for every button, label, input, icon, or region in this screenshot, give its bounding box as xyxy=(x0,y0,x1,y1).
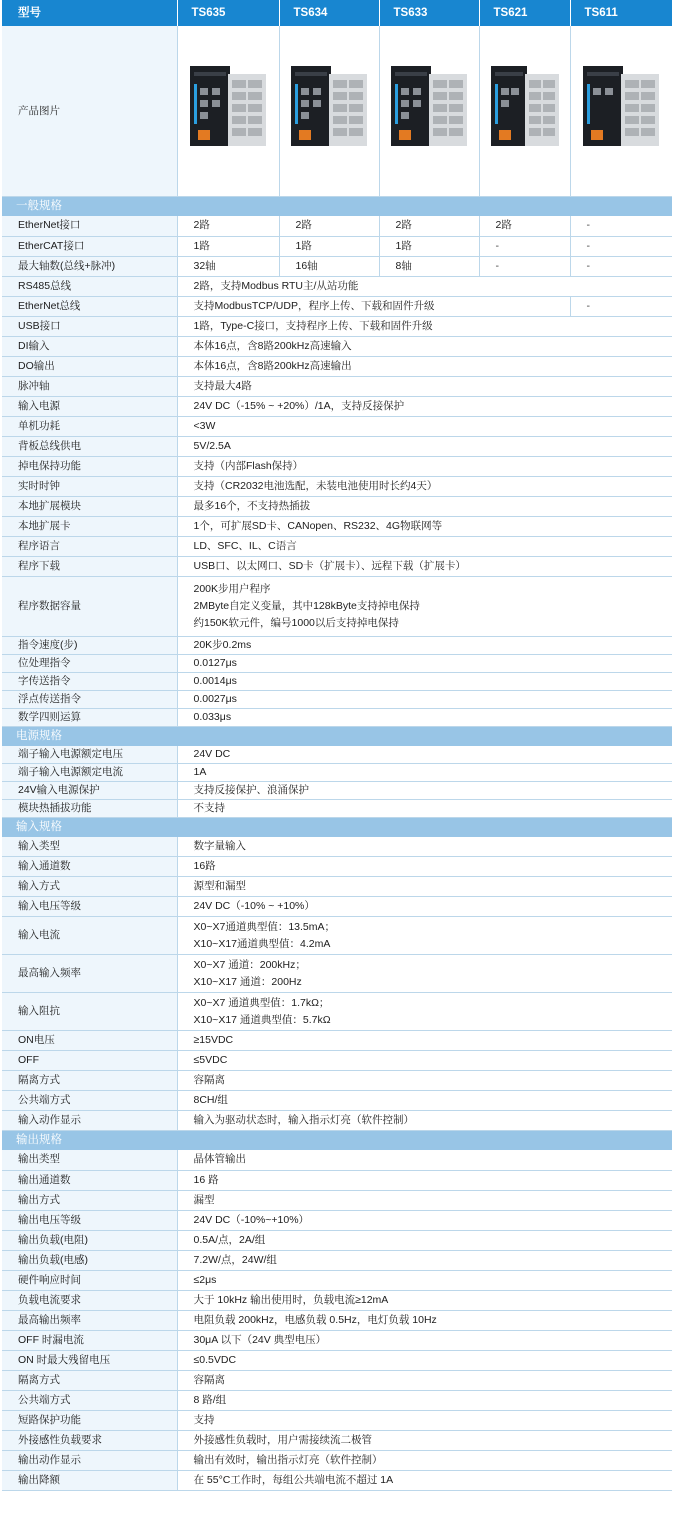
spec-value: 晶体管输出 xyxy=(177,1150,672,1170)
spec-label: 输出降额 xyxy=(2,1470,177,1490)
spec-row xyxy=(2,296,672,316)
spec-row xyxy=(2,857,672,877)
spec-label: 最大轴数(总线+脉冲) xyxy=(2,256,177,276)
spec-label: 公共端方式 xyxy=(2,1091,177,1111)
spec-row xyxy=(2,1450,672,1470)
spec-label: ON 时最大残留电压 xyxy=(2,1350,177,1370)
header-label: 型号 xyxy=(2,0,177,26)
spec-value: 输入为驱动状态时，输入指示灯亮（软件控制） xyxy=(177,1111,672,1131)
spec-label: 负载电流要求 xyxy=(2,1290,177,1310)
spec-line: X10~X17 通道：200Hz xyxy=(193,975,302,988)
spec-value: 20K步0.2ms xyxy=(177,636,672,654)
spec-label: DI输入 xyxy=(2,336,177,356)
spec-row xyxy=(2,456,672,476)
spec-value: 0.0014μs xyxy=(177,672,672,690)
spec-value: - xyxy=(570,236,672,256)
spec-row xyxy=(2,516,672,536)
section-title: 输出规格 xyxy=(2,1131,672,1151)
product-image-ts621 xyxy=(479,26,570,197)
spec-value: 2路 xyxy=(177,216,279,236)
spec-row xyxy=(2,216,672,236)
spec-row xyxy=(2,476,672,496)
spec-row xyxy=(2,576,672,636)
spec-label: DO输出 xyxy=(2,356,177,376)
spec-line: X0~X7通道典型值：13.5mA； xyxy=(193,920,336,933)
spec-value: - xyxy=(479,236,570,256)
spec-label: 字传送指令 xyxy=(2,672,177,690)
spec-value: 1路，Type-C接口，支持程序上传、下载和固件升级 xyxy=(177,316,672,336)
spec-label: OFF 时漏电流 xyxy=(2,1330,177,1350)
spec-label: 输入电流 xyxy=(2,917,177,955)
spec-label: 输出动作显示 xyxy=(2,1450,177,1470)
spec-value: 16 路 xyxy=(177,1170,672,1190)
spec-label: 本地扩展卡 xyxy=(2,516,177,536)
spec-value: ≤0.5VDC xyxy=(177,1350,672,1370)
spec-label: EtherCAT接口 xyxy=(2,236,177,256)
spec-label: 输入通道数 xyxy=(2,857,177,877)
plc-image xyxy=(389,62,469,160)
plc-image xyxy=(188,62,268,160)
spec-value: 漏型 xyxy=(177,1190,672,1210)
spec-label: 输入方式 xyxy=(2,877,177,897)
section-output xyxy=(2,1131,672,1151)
plc-image xyxy=(489,62,561,160)
spec-line: X0~X7 通道典型值：1.7kΩ； xyxy=(193,996,330,1009)
spec-row xyxy=(2,781,672,799)
spec-value: 支持 xyxy=(177,1410,672,1430)
spec-value: 容隔离 xyxy=(177,1071,672,1091)
spec-value: 数字量输入 xyxy=(177,837,672,857)
model-ts633: TS633 xyxy=(379,0,479,26)
spec-row xyxy=(2,955,672,993)
spec-row xyxy=(2,1410,672,1430)
spec-label: 输出电压等级 xyxy=(2,1210,177,1230)
product-image-ts633 xyxy=(379,26,479,197)
spec-label: 输入电源 xyxy=(2,396,177,416)
spec-label: 隔离方式 xyxy=(2,1370,177,1390)
spec-label: 输入阻抗 xyxy=(2,993,177,1031)
spec-value: LD、SFC、IL、C语言 xyxy=(177,536,672,556)
spec-label: 输出通道数 xyxy=(2,1170,177,1190)
spec-line: 约150K软元件，编号1000以后支持掉电保持 xyxy=(193,616,399,629)
spec-label: ON电压 xyxy=(2,1031,177,1051)
spec-row xyxy=(2,1071,672,1091)
model-ts634: TS634 xyxy=(279,0,379,26)
product-image-row xyxy=(2,26,672,197)
spec-row xyxy=(2,1031,672,1051)
spec-label: EtherNet接口 xyxy=(2,216,177,236)
spec-value: 1个，可扩展SD卡、CANopen、RS232、4G物联网等 xyxy=(177,516,672,536)
spec-row xyxy=(2,672,672,690)
spec-row xyxy=(2,536,672,556)
spec-value: 16轴 xyxy=(279,256,379,276)
section-title: 电源规格 xyxy=(2,726,672,746)
spec-label: 指令速度(步) xyxy=(2,636,177,654)
spec-label: 脉冲轴 xyxy=(2,376,177,396)
spec-row xyxy=(2,1430,672,1450)
spec-row xyxy=(2,1330,672,1350)
spec-label: 本地扩展模块 xyxy=(2,496,177,516)
spec-row xyxy=(2,276,672,296)
spec-value: - xyxy=(570,256,672,276)
spec-table xyxy=(2,0,672,1491)
spec-value: 2路 xyxy=(379,216,479,236)
spec-value: USB口、以太网口、SD卡（扩展卡）、远程下载（扩展卡） xyxy=(177,556,672,576)
product-image-ts611 xyxy=(570,26,672,197)
product-image-ts635 xyxy=(177,26,279,197)
spec-value: 32轴 xyxy=(177,256,279,276)
spec-value: - xyxy=(570,296,672,316)
spec-value: 支持反接保护、浪涌保护 xyxy=(177,781,672,799)
spec-label: 最高输入频率 xyxy=(2,955,177,993)
spec-line: X10~X17通道典型值：4.2mA xyxy=(193,937,331,950)
model-ts621: TS621 xyxy=(479,0,570,26)
spec-value: 不支持 xyxy=(177,799,672,817)
spec-row xyxy=(2,1250,672,1270)
spec-row xyxy=(2,316,672,336)
spec-value: 本体16点，含8路200kHz高速输入 xyxy=(177,336,672,356)
spec-value: 1路 xyxy=(279,236,379,256)
spec-row xyxy=(2,746,672,764)
spec-value: 外接感性负载时，用户需接续流二极管 xyxy=(177,1430,672,1450)
spec-label: 数学四则运算 xyxy=(2,708,177,726)
spec-label: 24V输入电源保护 xyxy=(2,781,177,799)
spec-value xyxy=(177,955,672,993)
spec-row xyxy=(2,708,672,726)
section-input xyxy=(2,817,672,837)
spec-value: 24V DC（-15% ~ +20%）/1A，支持反接保护 xyxy=(177,396,672,416)
spec-value: 2路 xyxy=(479,216,570,236)
spec-label: 最高输出频率 xyxy=(2,1310,177,1330)
spec-label: RS485总线 xyxy=(2,276,177,296)
plc-image xyxy=(581,62,661,160)
spec-row xyxy=(2,1190,672,1210)
spec-row xyxy=(2,336,672,356)
spec-value xyxy=(177,917,672,955)
spec-row xyxy=(2,376,672,396)
spec-label: 输入类型 xyxy=(2,837,177,857)
spec-row xyxy=(2,256,672,276)
spec-value: 在 55°C工作时，每组公共端电流不超过 1A xyxy=(177,1470,672,1490)
spec-value: 8CH/组 xyxy=(177,1091,672,1111)
spec-row xyxy=(2,1470,672,1490)
spec-value: 8轴 xyxy=(379,256,479,276)
section-title: 输入规格 xyxy=(2,817,672,837)
spec-value: 30μA 以下（24V 典型电压） xyxy=(177,1330,672,1350)
spec-label: 端子输入电源额定电流 xyxy=(2,763,177,781)
spec-label: 硬件响应时间 xyxy=(2,1270,177,1290)
spec-row xyxy=(2,799,672,817)
spec-value: 支持最大4路 xyxy=(177,376,672,396)
spec-label: 输出类型 xyxy=(2,1150,177,1170)
spec-value: 大于 10kHz 输出使用时，负载电流≥12mA xyxy=(177,1290,672,1310)
spec-label: 隔离方式 xyxy=(2,1071,177,1091)
spec-label: 端子输入电源额定电压 xyxy=(2,746,177,764)
spec-value: 24V DC（-10%~+10%） xyxy=(177,1210,672,1230)
spec-row xyxy=(2,837,672,857)
spec-label: USB接口 xyxy=(2,316,177,336)
spec-row xyxy=(2,356,672,376)
spec-value: - xyxy=(479,256,570,276)
spec-label: 程序语言 xyxy=(2,536,177,556)
spec-value: 0.033μs xyxy=(177,708,672,726)
spec-row xyxy=(2,556,672,576)
spec-value: 1路 xyxy=(379,236,479,256)
spec-row xyxy=(2,436,672,456)
spec-row xyxy=(2,917,672,955)
spec-label: 输出负载(电阻) xyxy=(2,1230,177,1250)
spec-value: 0.0027μs xyxy=(177,690,672,708)
spec-label: 模块热插拔功能 xyxy=(2,799,177,817)
spec-row xyxy=(2,1270,672,1290)
spec-value: ≤2μs xyxy=(177,1270,672,1290)
spec-value: 7.2W/点，24W/组 xyxy=(177,1250,672,1270)
spec-row xyxy=(2,1230,672,1250)
spec-label: 位处理指令 xyxy=(2,654,177,672)
spec-row xyxy=(2,1111,672,1131)
spec-label: 输出方式 xyxy=(2,1190,177,1210)
section-title: 一般规格 xyxy=(2,197,672,217)
spec-row xyxy=(2,1310,672,1330)
spec-value: 2路 xyxy=(279,216,379,236)
spec-value: 5V/2.5A xyxy=(177,436,672,456)
section-power xyxy=(2,726,672,746)
spec-label: 公共端方式 xyxy=(2,1390,177,1410)
spec-row xyxy=(2,1350,672,1370)
spec-value: 24V DC（-10% ~ +10%） xyxy=(177,897,672,917)
spec-label: 单机功耗 xyxy=(2,416,177,436)
plc-image xyxy=(289,62,369,160)
spec-value xyxy=(177,576,672,636)
spec-value: 0.0127μs xyxy=(177,654,672,672)
spec-row xyxy=(2,1390,672,1410)
model-header-row xyxy=(2,0,672,26)
spec-row xyxy=(2,1150,672,1170)
spec-row xyxy=(2,236,672,256)
spec-value: 容隔离 xyxy=(177,1370,672,1390)
spec-label: 背板总线供电 xyxy=(2,436,177,456)
product-image-ts634 xyxy=(279,26,379,197)
spec-line: 2MByte自定义变量，其中128kByte支持掉电保持 xyxy=(193,599,420,612)
spec-row xyxy=(2,897,672,917)
spec-value: 1A xyxy=(177,763,672,781)
spec-row xyxy=(2,1290,672,1310)
spec-value: 源型和漏型 xyxy=(177,877,672,897)
spec-label: 输入动作显示 xyxy=(2,1111,177,1131)
spec-value: 支持ModbusTCP/UDP，程序上传、下载和固件升级 xyxy=(177,296,570,316)
spec-row xyxy=(2,993,672,1031)
spec-label: 实时时钟 xyxy=(2,476,177,496)
spec-value: 24V DC xyxy=(177,746,672,764)
spec-value: ≤5VDC xyxy=(177,1051,672,1071)
spec-row xyxy=(2,416,672,436)
spec-row xyxy=(2,1091,672,1111)
spec-line: X10~X17 通道典型值：5.7kΩ xyxy=(193,1013,331,1026)
image-row-label: 产品图片 xyxy=(2,26,177,197)
spec-row xyxy=(2,654,672,672)
spec-label: 短路保护功能 xyxy=(2,1410,177,1430)
spec-label: 掉电保持功能 xyxy=(2,456,177,476)
spec-line: 200K步用户程序 xyxy=(193,582,271,595)
spec-value: <3W xyxy=(177,416,672,436)
spec-label: 程序数据容量 xyxy=(2,576,177,636)
spec-value: 本体16点，含8路200kHz高速输出 xyxy=(177,356,672,376)
spec-label: OFF xyxy=(2,1051,177,1071)
spec-row xyxy=(2,1370,672,1390)
spec-row xyxy=(2,1210,672,1230)
spec-value: 1路 xyxy=(177,236,279,256)
spec-row xyxy=(2,877,672,897)
spec-value: 8 路/组 xyxy=(177,1390,672,1410)
spec-value: 2路，支持Modbus RTU主/从站功能 xyxy=(177,276,672,296)
model-ts635: TS635 xyxy=(177,0,279,26)
spec-value xyxy=(177,993,672,1031)
section-general xyxy=(2,197,672,217)
spec-row xyxy=(2,763,672,781)
spec-value: 0.5A/点，2A/组 xyxy=(177,1230,672,1250)
spec-value: 支持（CR2032电池选配，未装电池使用时长约4天） xyxy=(177,476,672,496)
spec-label: 程序下载 xyxy=(2,556,177,576)
spec-value: 最多16个，不支持热插拔 xyxy=(177,496,672,516)
model-ts611: TS611 xyxy=(570,0,672,26)
spec-label: 外接感性负载要求 xyxy=(2,1430,177,1450)
spec-label: 输出负载(电感) xyxy=(2,1250,177,1270)
spec-value: 支持（内部Flash保持） xyxy=(177,456,672,476)
spec-row xyxy=(2,636,672,654)
spec-row xyxy=(2,496,672,516)
spec-row xyxy=(2,1051,672,1071)
spec-label: 输入电压等级 xyxy=(2,897,177,917)
spec-value: - xyxy=(570,216,672,236)
spec-value: 输出有效时，输出指示灯亮（软件控制） xyxy=(177,1450,672,1470)
spec-row xyxy=(2,1170,672,1190)
spec-line: X0~X7 通道：200kHz； xyxy=(193,958,306,971)
spec-row xyxy=(2,690,672,708)
spec-value: 电阻负载 200kHz，电感负载 0.5Hz，电灯负载 10Hz xyxy=(177,1310,672,1330)
spec-value: 16路 xyxy=(177,857,672,877)
spec-label: EtherNet总线 xyxy=(2,296,177,316)
spec-value: ≥15VDC xyxy=(177,1031,672,1051)
spec-label: 浮点传送指令 xyxy=(2,690,177,708)
spec-row xyxy=(2,396,672,416)
